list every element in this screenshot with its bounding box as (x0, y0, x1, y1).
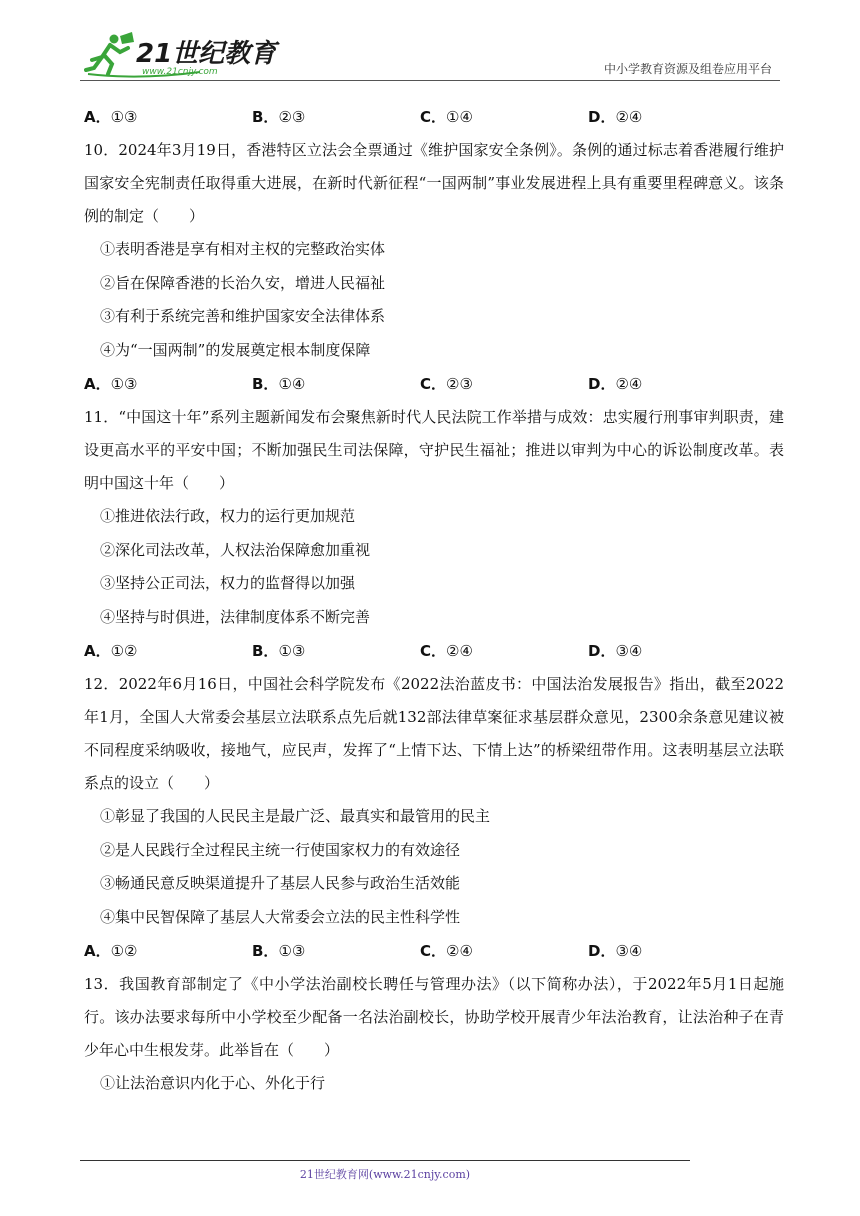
brand-logo (80, 30, 320, 78)
statement-1: ①让法治意识内化于心、外化于行 (100, 1074, 326, 1092)
svg-text:www.21cnjy.com: www.21cnjy.com (142, 67, 218, 77)
runner-logo-icon (80, 30, 320, 78)
option-c: C．②④ (420, 641, 473, 660)
option-b: B．②③ (252, 107, 306, 126)
option-a: A．①③ (84, 374, 138, 393)
svg-text:21世纪教育: 21世纪教育 (136, 39, 277, 69)
option-d: D．③④ (588, 641, 643, 660)
statement-3: ③坚持公正司法，权力的监督得以加强 (100, 574, 356, 592)
statement-1: ①推进依法行政，权力的运行更加规范 (100, 507, 356, 525)
option-a: A．①② (84, 941, 138, 960)
exam-content (84, 100, 784, 1101)
statement-3: ③畅通民意反映渠道提升了基层人民参与政治生活效能 (100, 874, 461, 892)
statement-2: ②是人民践行全过程民主统一行使国家权力的有效途径 (100, 840, 461, 859)
question-12 (84, 668, 784, 966)
option-c: C．①④ (420, 107, 473, 126)
statement-1: ①彰显了我国的人民民主是最广泛、最真实和最管用的民主 (100, 807, 491, 825)
answer-options (84, 934, 784, 966)
question-stem: 12．2022年6月16日，中国社会科学院发布《2022法治蓝皮书：中国法治发展报告》指出，截至2022年1月，全国人大常委会基层立法联系点先后就132部法律草案征求基层群众意见，2300余条意见建议被不同程度采纳吸收，接地气，应民声，发挥了“上情下达、下情上达”的桥梁纽带作用。这表明基层立法联系点的设立（ ） (84, 675, 784, 792)
header-divider (80, 80, 780, 81)
statement-1: ①表明香港是享有相对主权的完整政治实体 (100, 240, 386, 258)
option-d: D．③④ (588, 941, 643, 960)
option-d: D．②④ (588, 107, 643, 126)
option-b: B．①④ (252, 374, 306, 393)
question-11 (84, 401, 784, 666)
option-c: C．②③ (420, 374, 473, 393)
option-d: D．②④ (588, 374, 643, 393)
footer-site-link[interactable]: 21世纪教育网(www.21cnjy.com) (299, 1168, 471, 1181)
answer-options-q9 (84, 100, 784, 132)
answer-options (84, 367, 784, 399)
footer-divider (80, 1160, 690, 1161)
question-10 (84, 134, 784, 399)
question-stem: 11．“中国这十年”系列主题新闻发布会聚焦新时代人民法院工作举措与成效：忠实履行刑事审判职责，建设更高水平的平安中国；不断加强民生司法保障，守护民生福祉；推进以审判为中心的诉讼制度改革。表明中国这十年（ ） (84, 408, 784, 492)
question-13 (84, 968, 784, 1101)
statement-2: ②旨在保障香港的长治久安，增进人民福祉 (100, 273, 386, 292)
option-a: A．①③ (84, 107, 138, 126)
statement-4: ④坚持与时俱进，法律制度体系不断完善 (100, 607, 371, 626)
statement-2: ②深化司法改革，人权法治保障愈加重视 (100, 540, 371, 559)
platform-label: 中小学教育资源及组卷应用平台 (603, 62, 772, 76)
option-b: B．①③ (252, 641, 306, 660)
statement-4: ④为“一国两制”的发展奠定根本制度保障 (100, 340, 371, 359)
page-header (80, 30, 780, 82)
option-b: B．①③ (252, 941, 306, 960)
question-stem: 10．2024年3月19日，香港特区立法会全票通过《维护国家安全条例》。条例的通过标志着香港履行维护国家安全宪制责任取得重大进展，在新时代新征程“一国两制”事业发展进程上具有重要里程碑意义。该条例的制定（ ） (84, 141, 784, 225)
question-stem: 13．我国教育部制定了《中小学法治副校长聘任与管理办法》（以下简称办法），于2022年5月1日起施行。该办法要求每所中小学校至少配备一名法治副校长，协助学校开展青少年法治教育，让法治种子在青少年心中生根发芽。此举旨在（ ） (84, 975, 784, 1059)
statement-4: ④集中民智保障了基层人大常委会立法的民主性科学性 (100, 907, 461, 926)
option-c: C．②④ (420, 941, 473, 960)
option-a: A．①② (84, 641, 138, 660)
answer-options (84, 634, 784, 666)
statement-3: ③有利于系统完善和维护国家安全法律体系 (100, 307, 386, 325)
